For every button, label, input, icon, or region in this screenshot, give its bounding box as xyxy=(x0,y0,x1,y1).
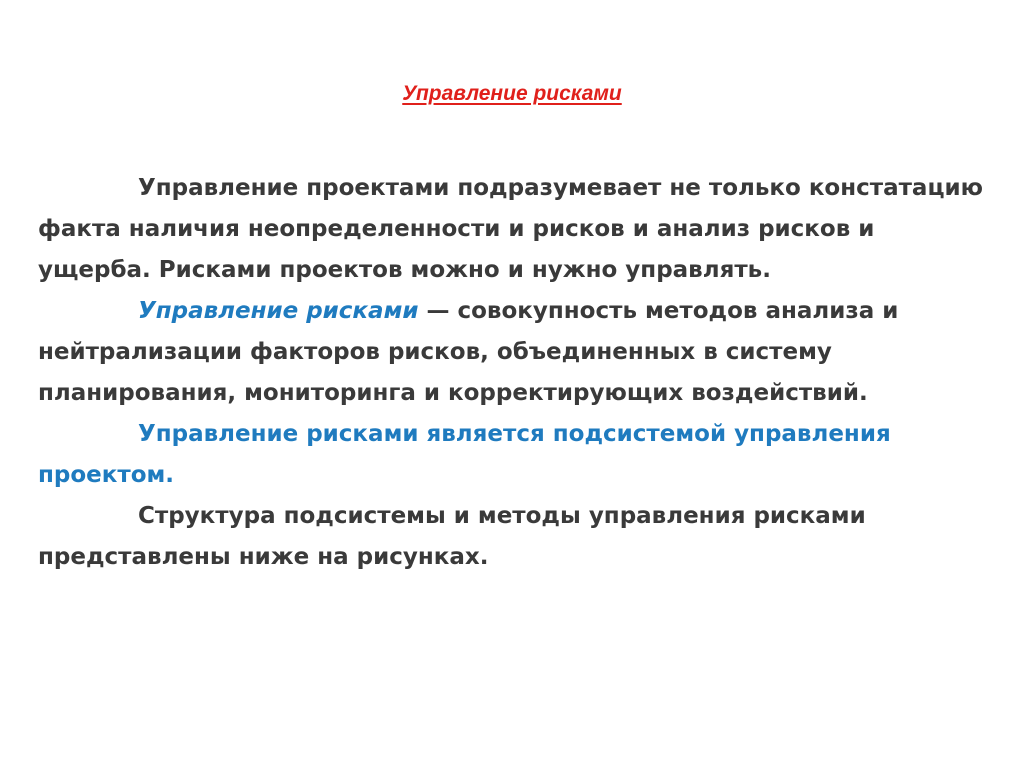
paragraph-project-management: Управление проектами подразумевает не только констатацию факта наличия неопределенности и рисков и анализ рисков и ущерба. Рисками проектов можно и нужно управлять. xyxy=(38,175,983,283)
paragraph-risk-management-definition xyxy=(38,291,988,414)
paragraph-risk-subsystem: Управление рисками является подсистемой управления проектом. xyxy=(38,421,891,488)
term-risk-management: Управление рисками xyxy=(138,298,419,324)
paragraph-structure-methods: Структура подсистемы и методы управления рисками представлены ниже на рисунках. xyxy=(38,503,866,570)
slide-body xyxy=(38,168,988,578)
slide-title: Управление рисками xyxy=(402,82,622,105)
definition-text: — совокупность методов анализа и нейтрализации факторов рисков, объединенных в систему планирования, мониторинга и корректирующих воздействий. xyxy=(38,298,899,406)
